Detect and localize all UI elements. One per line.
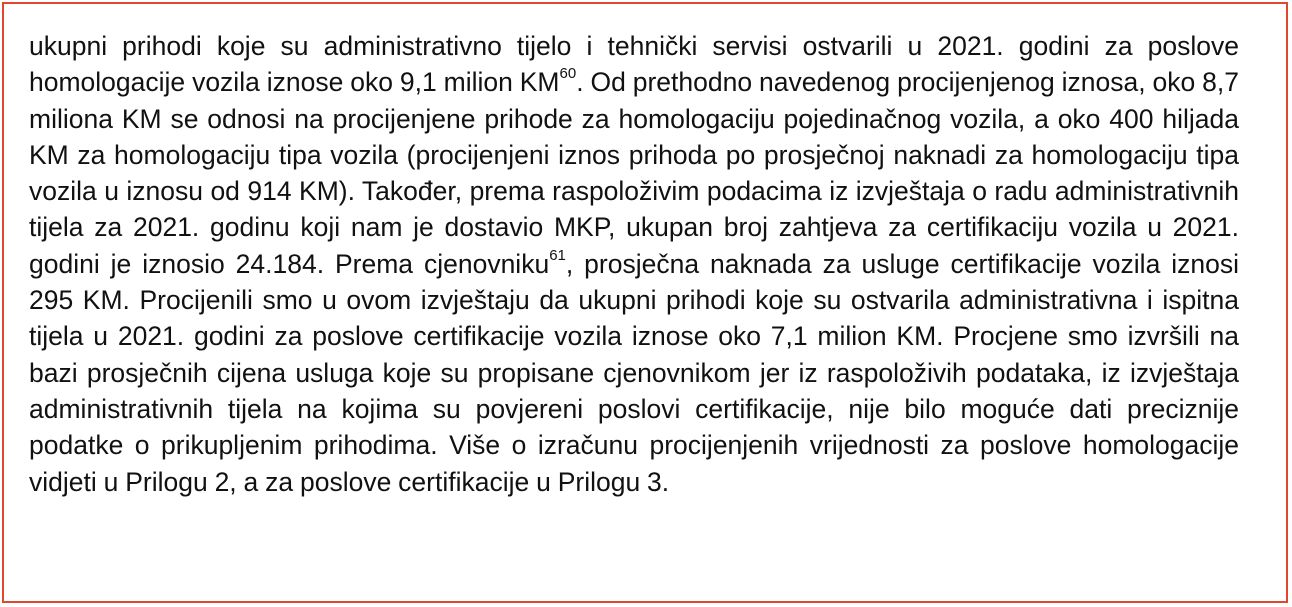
paragraph bbox=[29, 28, 1239, 500]
text-segment-3: , prosječna naknada za usluge certifikacije vozila iznosi 295 KM. Procijenili smo u ovom izvještaju da ukupni prihodi koje su ostvarila administrativna i ispitna tijela u 2021. godini za poslove certifikacije vozila iznose oko 7,1 milion KM. Procjene smo izvršili na bazi prosječnih cijena usluga koje su propisane cjenovnikom jer iz raspoloživih podataka, iz izvještaja administrativnih tijela na kojima su povjereni poslovi certifikacije, nije bilo moguće dati preciznije podatke o prikupljenim prihodima. Više o izračunu procijenjenih vrijednosti za poslove homologacije vidjeti u Prilogu 2, a za poslove certifikacije u Prilogu 3. bbox=[29, 248, 1239, 497]
footnote-ref-61[interactable]: 61 bbox=[549, 246, 566, 264]
text-segment-2: . Od prethodno navedenog procijenjenog iznosa, oko 8,7 miliona KM se odnosi na procijenjene prihode za homologaciju pojedinačnog vozila, a oko 400 hiljada KM za homologaciju tipa vozila (procijenjeni iznos prihoda po prosječnoj naknadi za homologaciju tipa vozila u iznosu od 914 KM). Također, prema raspoloživim podacima iz izvještaja o radu administrativnih tijela za 2021. godinu koji nam je dostavio MKP, ukupan broj zahtjeva za certifikaciju vozila u 2021. godini je iznosio 24.184. Prema cjenovniku bbox=[29, 67, 1239, 279]
footnote-ref-60[interactable]: 60 bbox=[559, 65, 577, 83]
text-segment-1: ukupni prihodi koje su administrativno tijelo i tehnički servisi ostvarili u 2021. godini za poslove homologacije vozila iznose oko 9,1 milion KM bbox=[29, 31, 1239, 98]
document-frame bbox=[2, 2, 1288, 603]
